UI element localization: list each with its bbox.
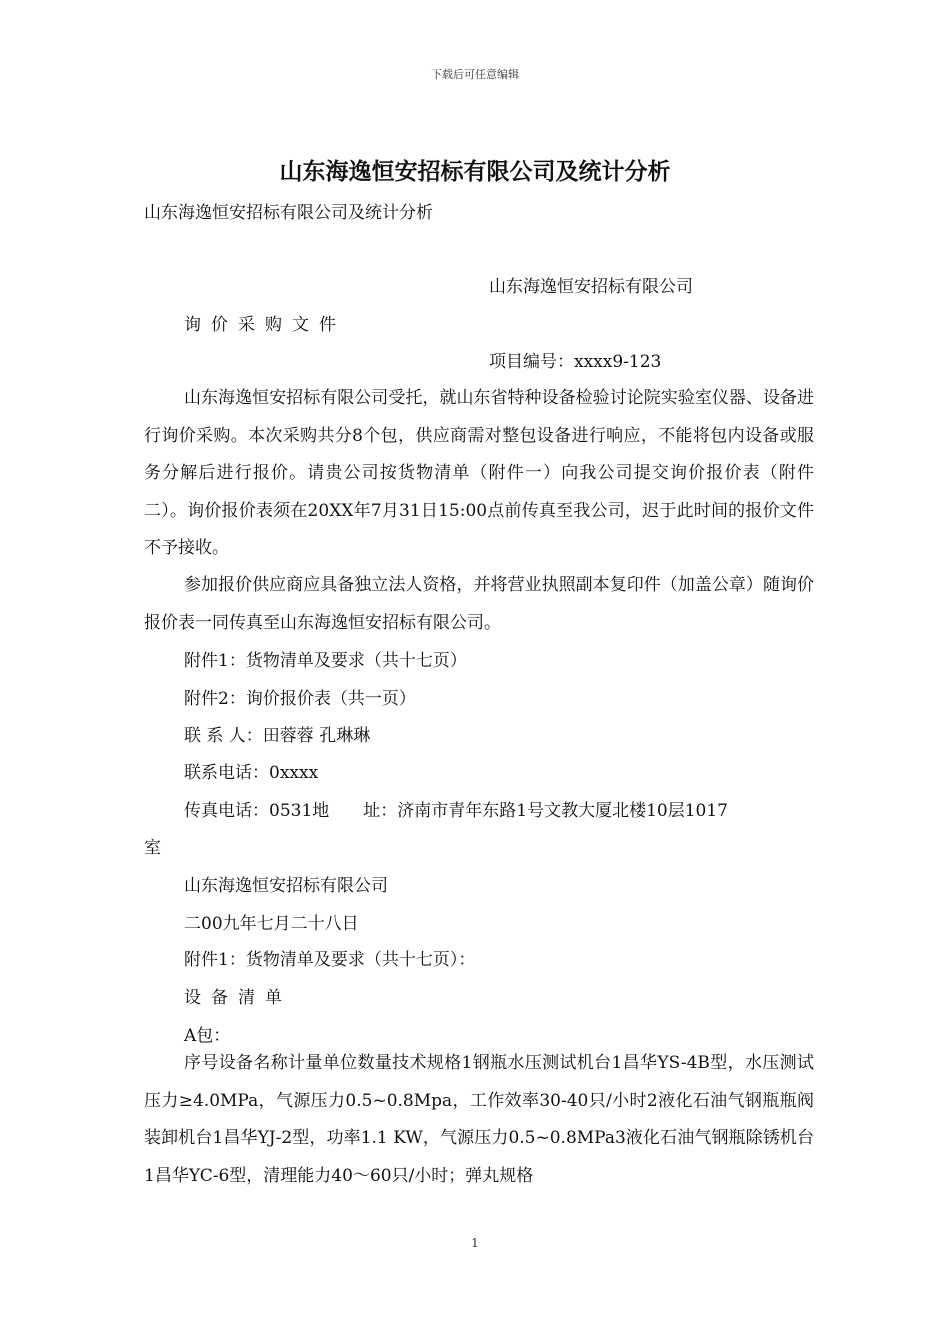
contact-phone: 联系电话：0xxxx (184, 763, 319, 783)
document-type: 询价采购文件 (184, 315, 346, 335)
paragraph-qualification: 参加报价供应商应具备独立法人资格，并将营业执照副本复印件（加盖公章）随询价报价表一同传真至山东海逸恒安招标有限公司。 (144, 575, 814, 633)
signature-company: 山东海逸恒安招标有限公司 (184, 876, 388, 896)
attachment-1-line: 附件1：货物清单及要求（共十七页） (184, 651, 467, 671)
project-number: 项目编号：xxxx9-123 (489, 352, 662, 372)
header-note: 下载后可任意编辑 (431, 68, 519, 81)
package-a-label: A包： (184, 1026, 231, 1046)
signature-date: 二00九年七月二十八日 (184, 914, 359, 934)
fax-and-address: 传真电话：0531地 址：济南市青年东路1号文教大厦北楼10层1017 (184, 801, 728, 821)
paragraph-invitation: 山东海逸恒安招标有限公司受托，就山东省特种设备检验讨论院实验室仪器、设备进行询价采购。本次采购共分8个包，供应商需对整包设备进行响应，不能将包内设备或服务分解后进行报价。请贵公司按货物清单（附件一）向我公司提交询价报价表（附件二）。询价报价表须在20XX年7月31日15:00点前传真至我公司，迟于此时间的报价文件不予接收。 (144, 388, 814, 558)
attachment-1-heading: 附件1：货物清单及要求（共十七页）： (184, 950, 476, 970)
attachment-2-line: 附件2：询价报价表（共一页） (184, 689, 416, 709)
page-number: 1 (471, 1236, 479, 1250)
contact-person: 联 系 人：田蓉蓉 孔琳琳 (184, 726, 371, 746)
page-title: 山东海逸恒安招标有限公司及统计分析 (279, 159, 671, 185)
equipment-list-heading: 设备清单 (184, 988, 292, 1008)
address-continuation: 室 (144, 838, 161, 858)
paragraph-equipment-specs: 序号设备名称计量单位数量技术规格1钢瓶水压测试机台1昌华YS-4B型，水压测试压力≥4.0MPa，气源压力0.5~0.8Mpa，工作效率30-40只/小时2液化石油气钢瓶瓶阀装卸机台1昌华YJ-2型，功率1.1 KW，气源压力0.5~0.8MPa3液化石油气钢瓶除锈机台1昌华YC-6型，清理能力40～60只/小时；弹丸规格 (144, 1053, 814, 1186)
subtitle: 山东海逸恒安招标有限公司及统计分析 (144, 203, 433, 223)
issuing-company: 山东海逸恒安招标有限公司 (489, 277, 693, 297)
